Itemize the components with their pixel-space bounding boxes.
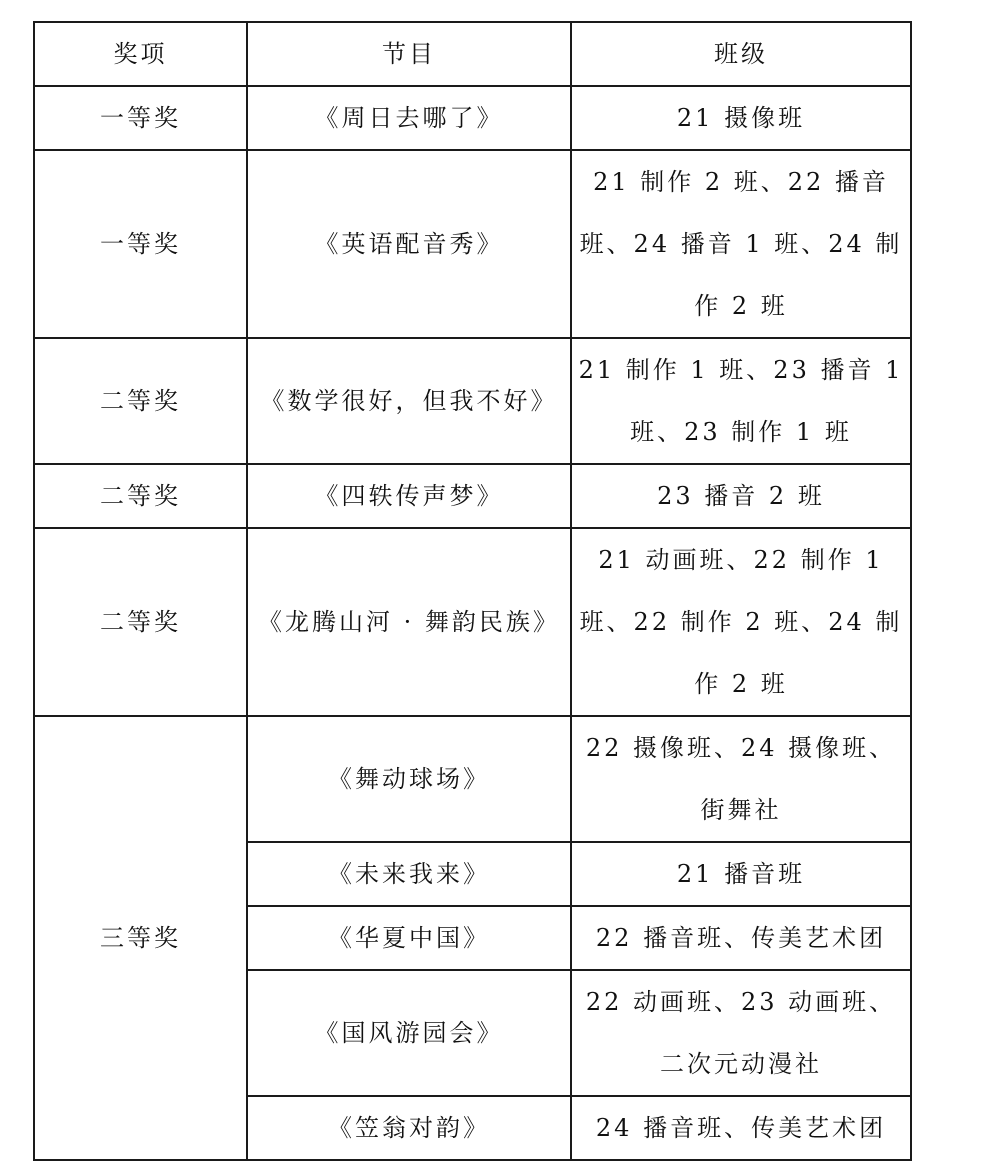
program-cell: 《数学很好，但我不好》 bbox=[247, 338, 571, 464]
classes-cell: 22 播音班、传美艺术团 bbox=[571, 906, 911, 970]
table-header-row bbox=[34, 22, 911, 86]
table-row bbox=[34, 338, 911, 464]
program-cell: 《笠翁对韵》 bbox=[247, 1096, 571, 1160]
table-row bbox=[34, 86, 911, 150]
program-cell: 《周日去哪了》 bbox=[247, 86, 571, 150]
award-cell: 二等奖 bbox=[34, 338, 247, 464]
classes-cell: 21 动画班、22 制作 1 班、22 制作 2 班、24 制作 2 班 bbox=[571, 528, 911, 716]
program-cell: 《龙腾山河 · 舞韵民族》 bbox=[247, 528, 571, 716]
classes-cell: 21 制作 2 班、22 播音班、24 播音 1 班、24 制作 2 班 bbox=[571, 150, 911, 338]
table-row bbox=[34, 716, 911, 842]
header-classes: 班级 bbox=[571, 22, 911, 86]
program-cell: 《国风游园会》 bbox=[247, 970, 571, 1096]
program-cell: 《舞动球场》 bbox=[247, 716, 571, 842]
classes-cell: 21 播音班 bbox=[571, 842, 911, 906]
table-row bbox=[34, 464, 911, 528]
program-cell: 《未来我来》 bbox=[247, 842, 571, 906]
program-cell: 《英语配音秀》 bbox=[247, 150, 571, 338]
header-program: 节目 bbox=[247, 22, 571, 86]
table-row bbox=[34, 528, 911, 716]
award-cell: 二等奖 bbox=[34, 464, 247, 528]
award-cell: 三等奖 bbox=[34, 716, 247, 1160]
classes-cell: 21 制作 1 班、23 播音 1 班、23 制作 1 班 bbox=[571, 338, 911, 464]
program-cell: 《华夏中国》 bbox=[247, 906, 571, 970]
classes-cell: 24 播音班、传美艺术团 bbox=[571, 1096, 911, 1160]
header-award: 奖项 bbox=[34, 22, 247, 86]
classes-cell: 22 摄像班、24 摄像班、街舞社 bbox=[571, 716, 911, 842]
classes-cell: 22 动画班、23 动画班、二次元动漫社 bbox=[571, 970, 911, 1096]
table-row bbox=[34, 150, 911, 338]
classes-cell: 23 播音 2 班 bbox=[571, 464, 911, 528]
award-cell: 一等奖 bbox=[34, 86, 247, 150]
classes-cell: 21 摄像班 bbox=[571, 86, 911, 150]
program-cell: 《四轶传声梦》 bbox=[247, 464, 571, 528]
award-table bbox=[33, 21, 912, 1161]
award-cell: 二等奖 bbox=[34, 528, 247, 716]
award-cell: 一等奖 bbox=[34, 150, 247, 338]
